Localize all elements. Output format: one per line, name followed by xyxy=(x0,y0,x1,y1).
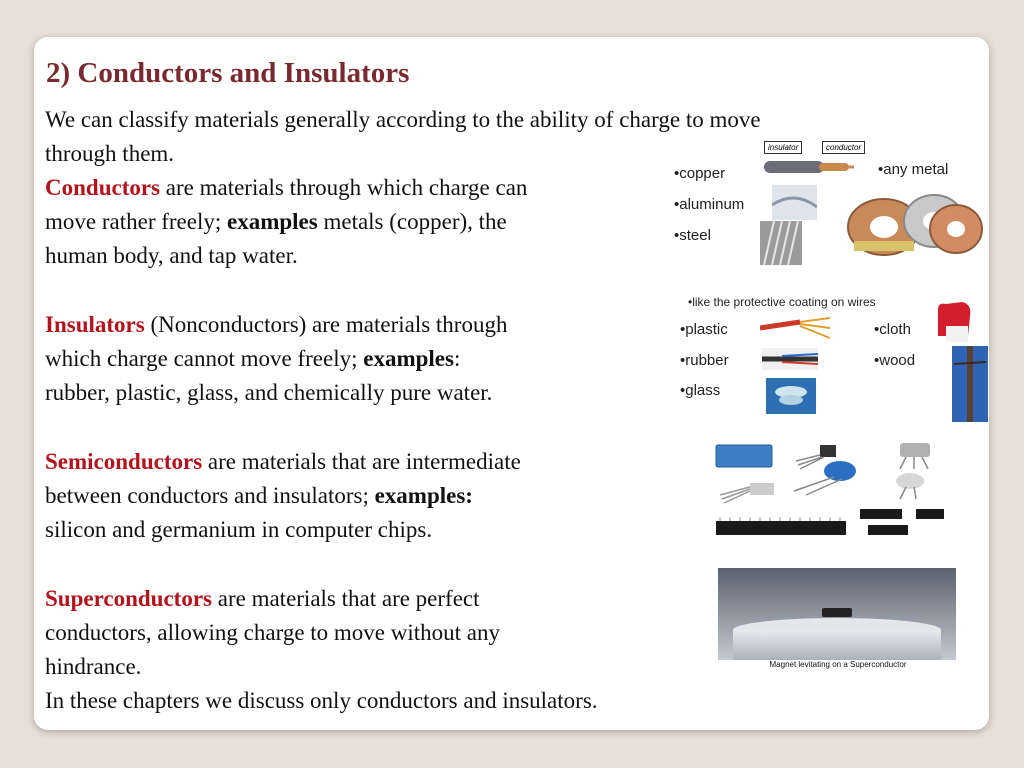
conductors-line-2 xyxy=(45,205,507,239)
copper-label: •copper xyxy=(674,165,726,182)
semiconductors-line-1 xyxy=(45,445,521,479)
glass-insulator-photo xyxy=(766,378,816,414)
conductors-def-1: are materials through which charge can xyxy=(160,175,528,200)
insulators-def-2a: which charge cannot move freely; xyxy=(45,346,364,371)
conductors-def-2a: move rather freely; xyxy=(45,209,227,234)
semiconductors-figure xyxy=(710,437,956,547)
coating-label: •like the protective coating on wires xyxy=(688,295,876,309)
conductors-def-2c: metals (copper), the xyxy=(317,209,507,234)
any-metal-label: •any metal xyxy=(878,161,949,178)
insulators-figure xyxy=(662,292,988,422)
aluminum-photo xyxy=(772,185,817,220)
semiconductors-line-2 xyxy=(45,479,473,513)
wood-pole-photo xyxy=(952,346,988,422)
superconductor-caption: Magnet levitating on a Superconductor xyxy=(769,660,907,669)
intro-line-2: through them. xyxy=(45,141,175,166)
insulators-line-1 xyxy=(45,308,507,342)
superconductors-term: Superconductors xyxy=(45,586,212,611)
slide-title: 2) Conductors and Insulators xyxy=(46,57,410,89)
semiconductors-term: Semiconductors xyxy=(45,449,203,474)
conductors-term: Conductors xyxy=(45,175,161,200)
superconductors-line-2: conductors, allowing charge to move without any xyxy=(45,620,501,645)
wood-label: •wood xyxy=(874,352,916,369)
insulators-term: Insulators xyxy=(45,312,145,337)
glove-photo xyxy=(932,296,976,344)
steel-photo xyxy=(760,221,802,265)
conductors-line-3: human body, and tap water. xyxy=(45,243,298,268)
superconductor-photo xyxy=(718,568,956,660)
superconductor-figure xyxy=(718,568,956,670)
conductors-examples: examples xyxy=(227,209,318,234)
semiconductors-def-2a: between conductors and insulators; xyxy=(45,483,375,508)
conductors-line-1 xyxy=(45,171,527,205)
metal-coils-photo xyxy=(844,179,986,259)
closing-line: In these chapters we discuss only conductors and insulators. xyxy=(45,688,598,713)
rubber-label: •rubber xyxy=(680,352,729,369)
superconductors-line-3: hindrance. xyxy=(45,654,142,679)
insulators-def-1: (Nonconductors) are materials through xyxy=(144,312,508,337)
insulators-line-3: rubber, plastic, glass, and chemically pure water. xyxy=(45,380,493,405)
superconductors-line-1 xyxy=(45,582,480,616)
steel-label: •steel xyxy=(674,227,711,244)
semiconductors-examples: examples: xyxy=(374,483,473,508)
intro-line-1: We can classify materials generally according to the ability of charge to move xyxy=(45,107,761,132)
insulators-examples: examples xyxy=(363,346,454,371)
insulators-def-2c: : xyxy=(453,346,461,371)
superconductors-def-1: are materials that are perfect xyxy=(212,586,480,611)
insulator-tag: insulator xyxy=(764,141,802,154)
semiconductors-line-3: silicon and germanium in computer chips. xyxy=(45,517,433,542)
insulators-line-2 xyxy=(45,342,460,376)
glass-label: •glass xyxy=(680,382,721,399)
cloth-label: •cloth xyxy=(874,321,911,338)
conductor-tag: conductor xyxy=(822,141,865,154)
plastic-wire-photo xyxy=(760,314,832,342)
slide xyxy=(34,37,989,730)
aluminum-label: •aluminum xyxy=(674,196,745,213)
conductors-figure xyxy=(664,137,986,267)
rubber-wire-photo xyxy=(762,348,818,370)
wire-photo xyxy=(764,155,854,179)
plastic-label: •plastic xyxy=(680,321,728,338)
semiconductors-def-1: are materials that are intermediate xyxy=(202,449,521,474)
